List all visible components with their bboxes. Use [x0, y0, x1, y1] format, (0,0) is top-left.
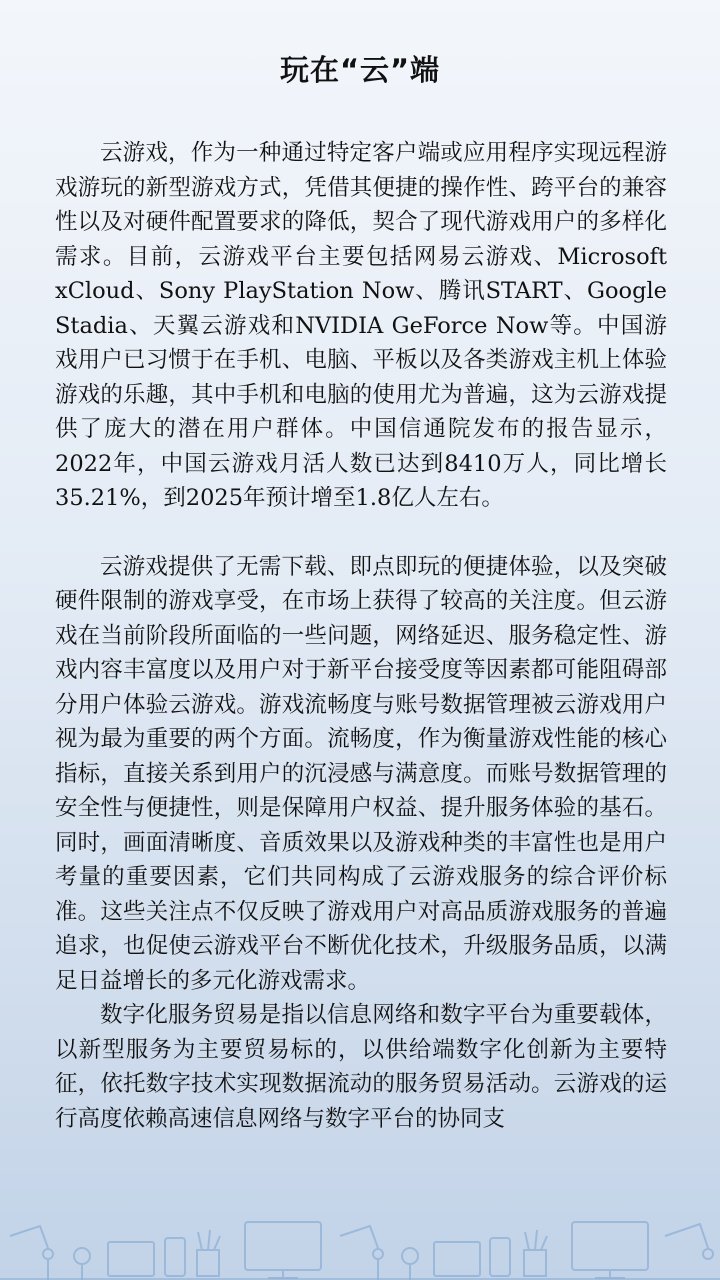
page-title: 玩在“云”端	[279, 53, 441, 87]
desk-lamp-icon-3	[665, 1224, 708, 1248]
desk-decoration	[0, 1196, 720, 1280]
globe-icon	[74, 1248, 90, 1264]
phone-icon-2	[490, 1238, 510, 1276]
desk-lamp-icon	[10, 1226, 48, 1248]
tablet-icon	[108, 1242, 154, 1276]
desk-illustration	[0, 1196, 720, 1280]
globe-icon-2	[402, 1248, 418, 1264]
monitor-icon	[245, 1222, 321, 1270]
monitor-icon-2	[572, 1222, 648, 1270]
pen-cup-icon	[197, 1250, 219, 1276]
paragraph-2: 云游戏提供了无需下载、即点即玩的便捷体验，以及突破硬件限制的游戏享受，在市场上获得了较高的关注度。但云游戏在当前阶段所面临的一些问题，网络延迟、服务稳定性、游戏内容丰富度以及用户对于新平台接受度等因素都可能阻碍部分用户体验云游戏。游戏流畅度与账号数据管理被云游戏用户视为最为重要的两个方面。流畅度，作为衡量游戏性能的核心指标，直接关系到用户的沉浸感与满意度。而账号数据管理的安全性与便捷性，则是保障用户权益、提升服务体验的基石。同时，画面清晰度、音质效果以及游戏种类的丰富性也是用户考量的重要因素，它们共同构成了云游戏服务的综合评价标准。这些关注点不仅反映了游戏用户对高品质游戏服务的普遍追求，也促使云游戏平台不断优化技术，升级服务品质，以满足日益增长的多元化游戏需求。	[55, 553, 667, 994]
paragraph-1: 云游戏，作为一种通过特定客户端或应用程序实现远程游戏游玩的新型游戏方式，凭借其便捷的操作性、跨平台的兼容性以及对硬件配置要求的降低，契合了现代游戏用户的多样化需求。目前，云游戏平台主要包括网易云游戏、Microsoft xCloud、Sony PlayStation Now、腾讯START、Google Stadia、天翼云游戏和NVIDIA GeForce Now等。中国游戏用户已习惯于在手机、电脑、平板以及各类游戏主机上体验游戏的乐趣，其中手机和电脑的使用尤为普遍，这为云游戏提供了庞大的潜在用户群体。中国信通院发布的报告显示，2022年，中国云游戏月活人数已达到8410万人，同比增长35.21%，到2025年预计增至1.8亿人左右。	[55, 140, 667, 511]
paragraph-3: 数字化服务贸易是指以信息网络和数字平台为重要载体，以新型服务为主要贸易标的，以供给端数字化创新为主要特征，依托数字技术实现数据流动的服务贸易活动。云游戏的运行高度依赖高速信息网络与数字平台的协同支	[55, 1002, 667, 1132]
pen-cup-icon-2	[524, 1250, 546, 1276]
desk-lamp-icon-2	[340, 1226, 378, 1248]
tablet-icon-2	[434, 1242, 480, 1276]
article-body	[55, 136, 667, 1136]
phone-icon	[165, 1238, 185, 1276]
